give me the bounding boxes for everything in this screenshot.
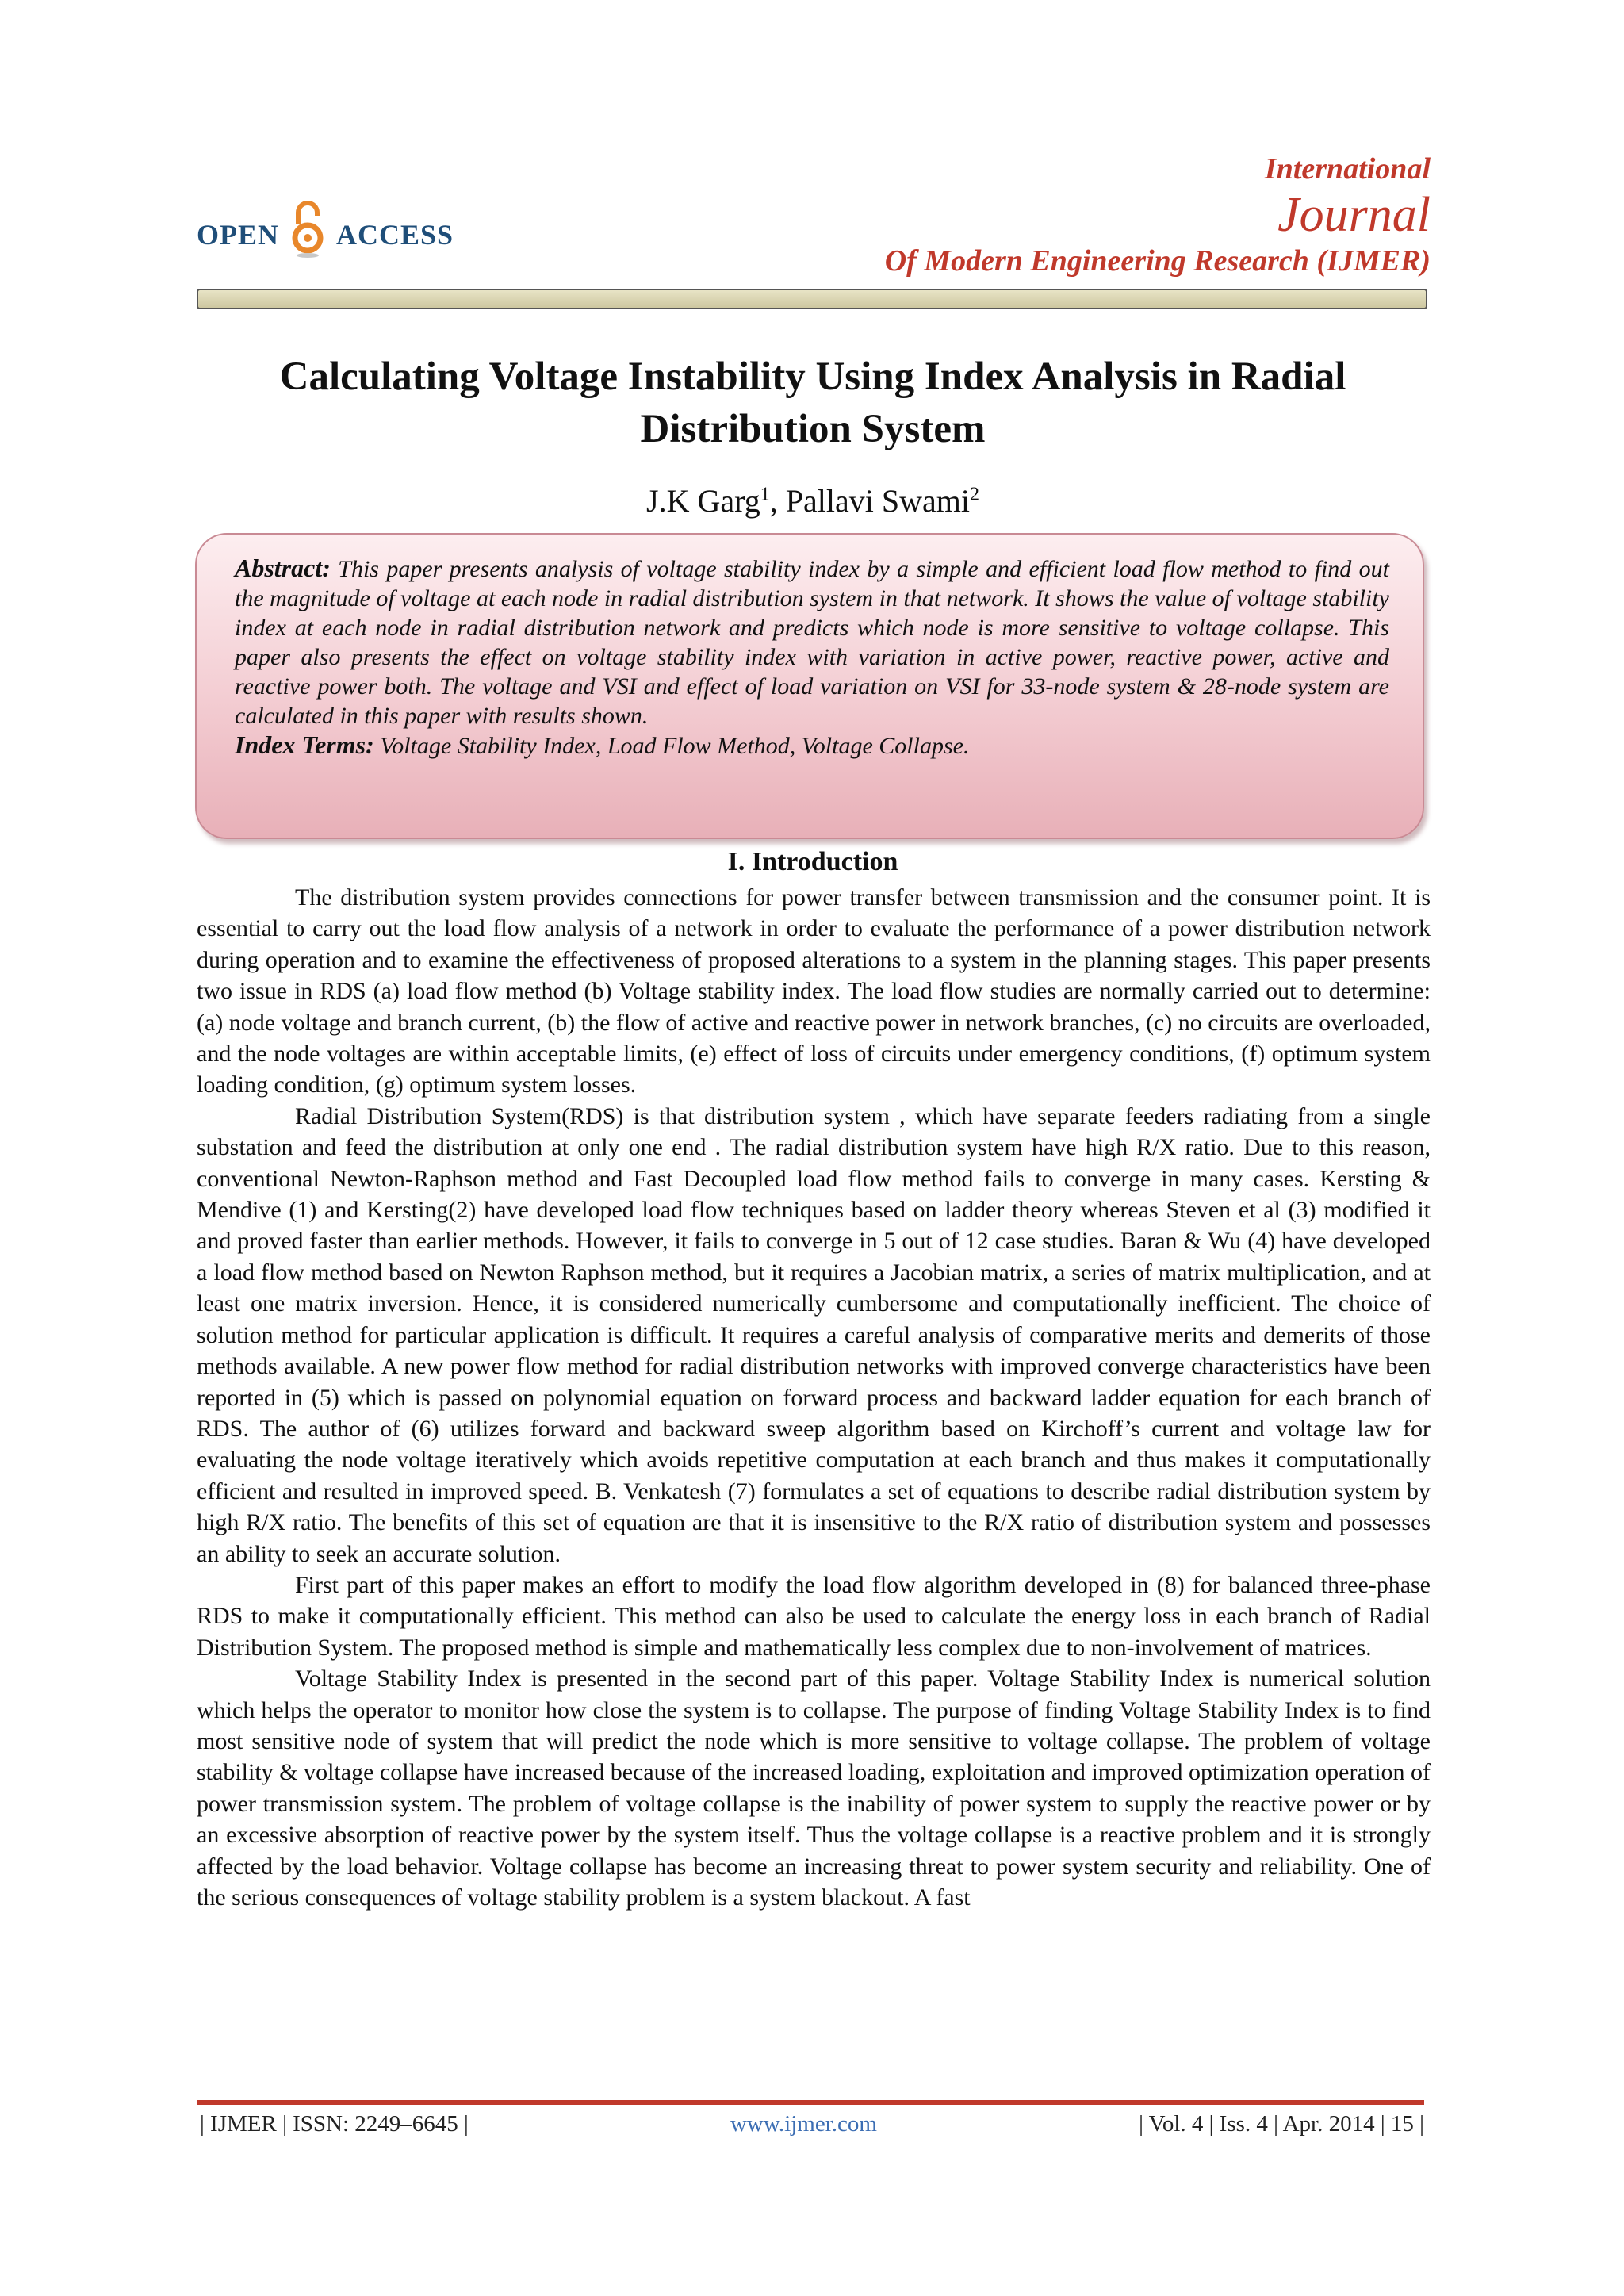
footer-url-link[interactable]: www.ijmer.com bbox=[730, 2111, 877, 2137]
journal-header bbox=[197, 151, 1431, 309]
paragraph: The distribution system provides connections for power transfer between transmission and the consumer point. It is essential to carry out the load flow analysis of a network in order to evaluate the performance of a power distribution network during operation and to examine the effectiveness of proposed alterations to a system in the planning stages. This paper presents two issue in RDS (a) load flow method (b) Voltage stability index. The load flow studies are normally carried out to determine: (a) node voltage and branch current, (b) the flow of active and reactive power in network branches, (c) no circuits are overloaded, and the node voltages are within acceptable limits, (e) effect of loss of circuits under emergency conditions, (f) optimum system loading condition, (g) optimum system losses. bbox=[197, 884, 1431, 1098]
body-text bbox=[197, 882, 1431, 1913]
paragraph: Voltage Stability Index is presented in the second part of this paper. Voltage Stability Index is numerical solution which helps the operator to monitor how close the system is to collapse. The purpose of finding Voltage Stability Index is to find most sensitive node of system that will predict the node which is more sensitive to voltage collapse. The problem of voltage stability & voltage collapse have increased because of the increased loading, exploitation and improved optimization operation of power transmission system. The problem of voltage collapse is the inability of power system to supply the reactive power or by an excessive absorption of reactive power by the system itself. Thus the voltage collapse is a reactive problem and it is strongly affected by the load behavior. Voltage collapse has become an increasing threat to power system security and reliability. One of the serious consequences of voltage stability problem is a system blackout. A fast bbox=[197, 1665, 1431, 1911]
paper-title: Calculating Voltage Instability Using Index Analysis in Radial Distribution System bbox=[279, 355, 1346, 451]
author-1-affiliation: 1 bbox=[760, 484, 770, 505]
paper-authors bbox=[190, 482, 1435, 519]
abstract-box bbox=[195, 533, 1424, 839]
author-2: Pallavi Swami bbox=[785, 483, 970, 519]
index-terms-text: Voltage Stability Index, Load Flow Method, Voltage Collapse. bbox=[373, 733, 970, 759]
header-divider-bar bbox=[197, 289, 1427, 309]
footer-divider bbox=[197, 2100, 1424, 2105]
footer-issn: | IJMER | ISSN: 2249–6645 | bbox=[200, 2111, 469, 2137]
journal-line-name: Of Modern Engineering Research (IJMER) bbox=[884, 244, 1431, 278]
journal-name bbox=[885, 151, 1431, 279]
open-access-right: ACCESS bbox=[336, 219, 454, 251]
journal-line-journal: Journal bbox=[1277, 188, 1431, 242]
footer-volume: | Vol. 4 | Iss. 4 | Apr. 2014 | 15 | bbox=[1139, 2111, 1424, 2137]
abstract-text: This paper presents analysis of voltage stability index by a simple and efficient load flow method to find out the magnitude of voltage at each node in radial distribution system in that network. It shows the value of voltage stability index at each node in radial distribution network and predicts which node is more sensitive to voltage collapse. This paper also presents the effect on voltage stability index with variation in active power, reactive power, active and reactive power both. The voltage and VSI and effect of load variation on VSI for 33-node system & 28-node system are calculated in this paper with results shown. bbox=[235, 556, 1389, 729]
paragraph: First part of this paper makes an effort to modify the load flow algorithm developed in (8) for balanced three-phase RDS to make it computationally efficient. This method can also be used to calculate the energy loss in each branch of Radial Distribution System. The proposed method is simple and mathematically less complex due to non-involvement of matrices. bbox=[197, 1571, 1431, 1661]
author-2-affiliation: 2 bbox=[969, 484, 979, 505]
abstract-paragraph bbox=[235, 554, 1389, 730]
abstract-label: Abstract: bbox=[235, 554, 331, 582]
index-terms bbox=[235, 730, 1389, 761]
journal-line-international: International bbox=[1264, 152, 1431, 186]
paragraph: Radial Distribution System(RDS) is that distribution system , which have separate feeders radiating from a single substation and feed the distribution at only one end . The radial distribution system have high R/X ratio. Due to this reason, conventional Newton-Raphson method and Fast Decoupled load flow method fails to converge in many cases. Kersting & Mendive (1) and Kersting(2) have developed load flow techniques based on ladder theory whereas Steven et al (3) modified it and proved faster than earlier methods. However, it fails to converge in 5 out of 12 case studies. Baran & Wu (4) have developed a load flow method based on Newton Raphson method, but it requires a Jacobian matrix, a series of matrix multiplication, and at least one matrix inversion. Hence, it is considered numerically cumbersome and computationally inefficient. The choice of solution method for particular application is difficult. It requires a careful analysis of comparative merits and demerits of those methods available. A new power flow method for radial distribution networks with improved converge characteristics have been reported in (5) which is passed on polynomial equation on forward process and backward ladder equation for each branch of RDS. The author of (6) utilizes forward and backward sweep algorithm based on Kirchoff’s current and voltage law for evaluating the node voltage iteratively which avoids repetitive computation at each branch and thus makes it computationally efficient and resulted in improved speed. B. Venkatesh (7) formulates a set of equations to describe radial distribution system by high R/X ratio. The benefits of this set of equation are that it is insensitive to the R/X ratio of distribution system and possesses an ability to seek an accurate solution. bbox=[197, 1102, 1431, 1567]
open-lock-icon bbox=[290, 197, 325, 260]
section-heading: I. Introduction bbox=[727, 847, 898, 876]
page-footer bbox=[200, 2111, 1424, 2137]
index-terms-label: Index Terms: bbox=[235, 730, 374, 759]
author-1: J.K Garg bbox=[646, 483, 760, 519]
open-access-logo bbox=[197, 203, 454, 266]
author-separator: , bbox=[769, 483, 786, 519]
open-access-left: OPEN bbox=[197, 219, 280, 251]
